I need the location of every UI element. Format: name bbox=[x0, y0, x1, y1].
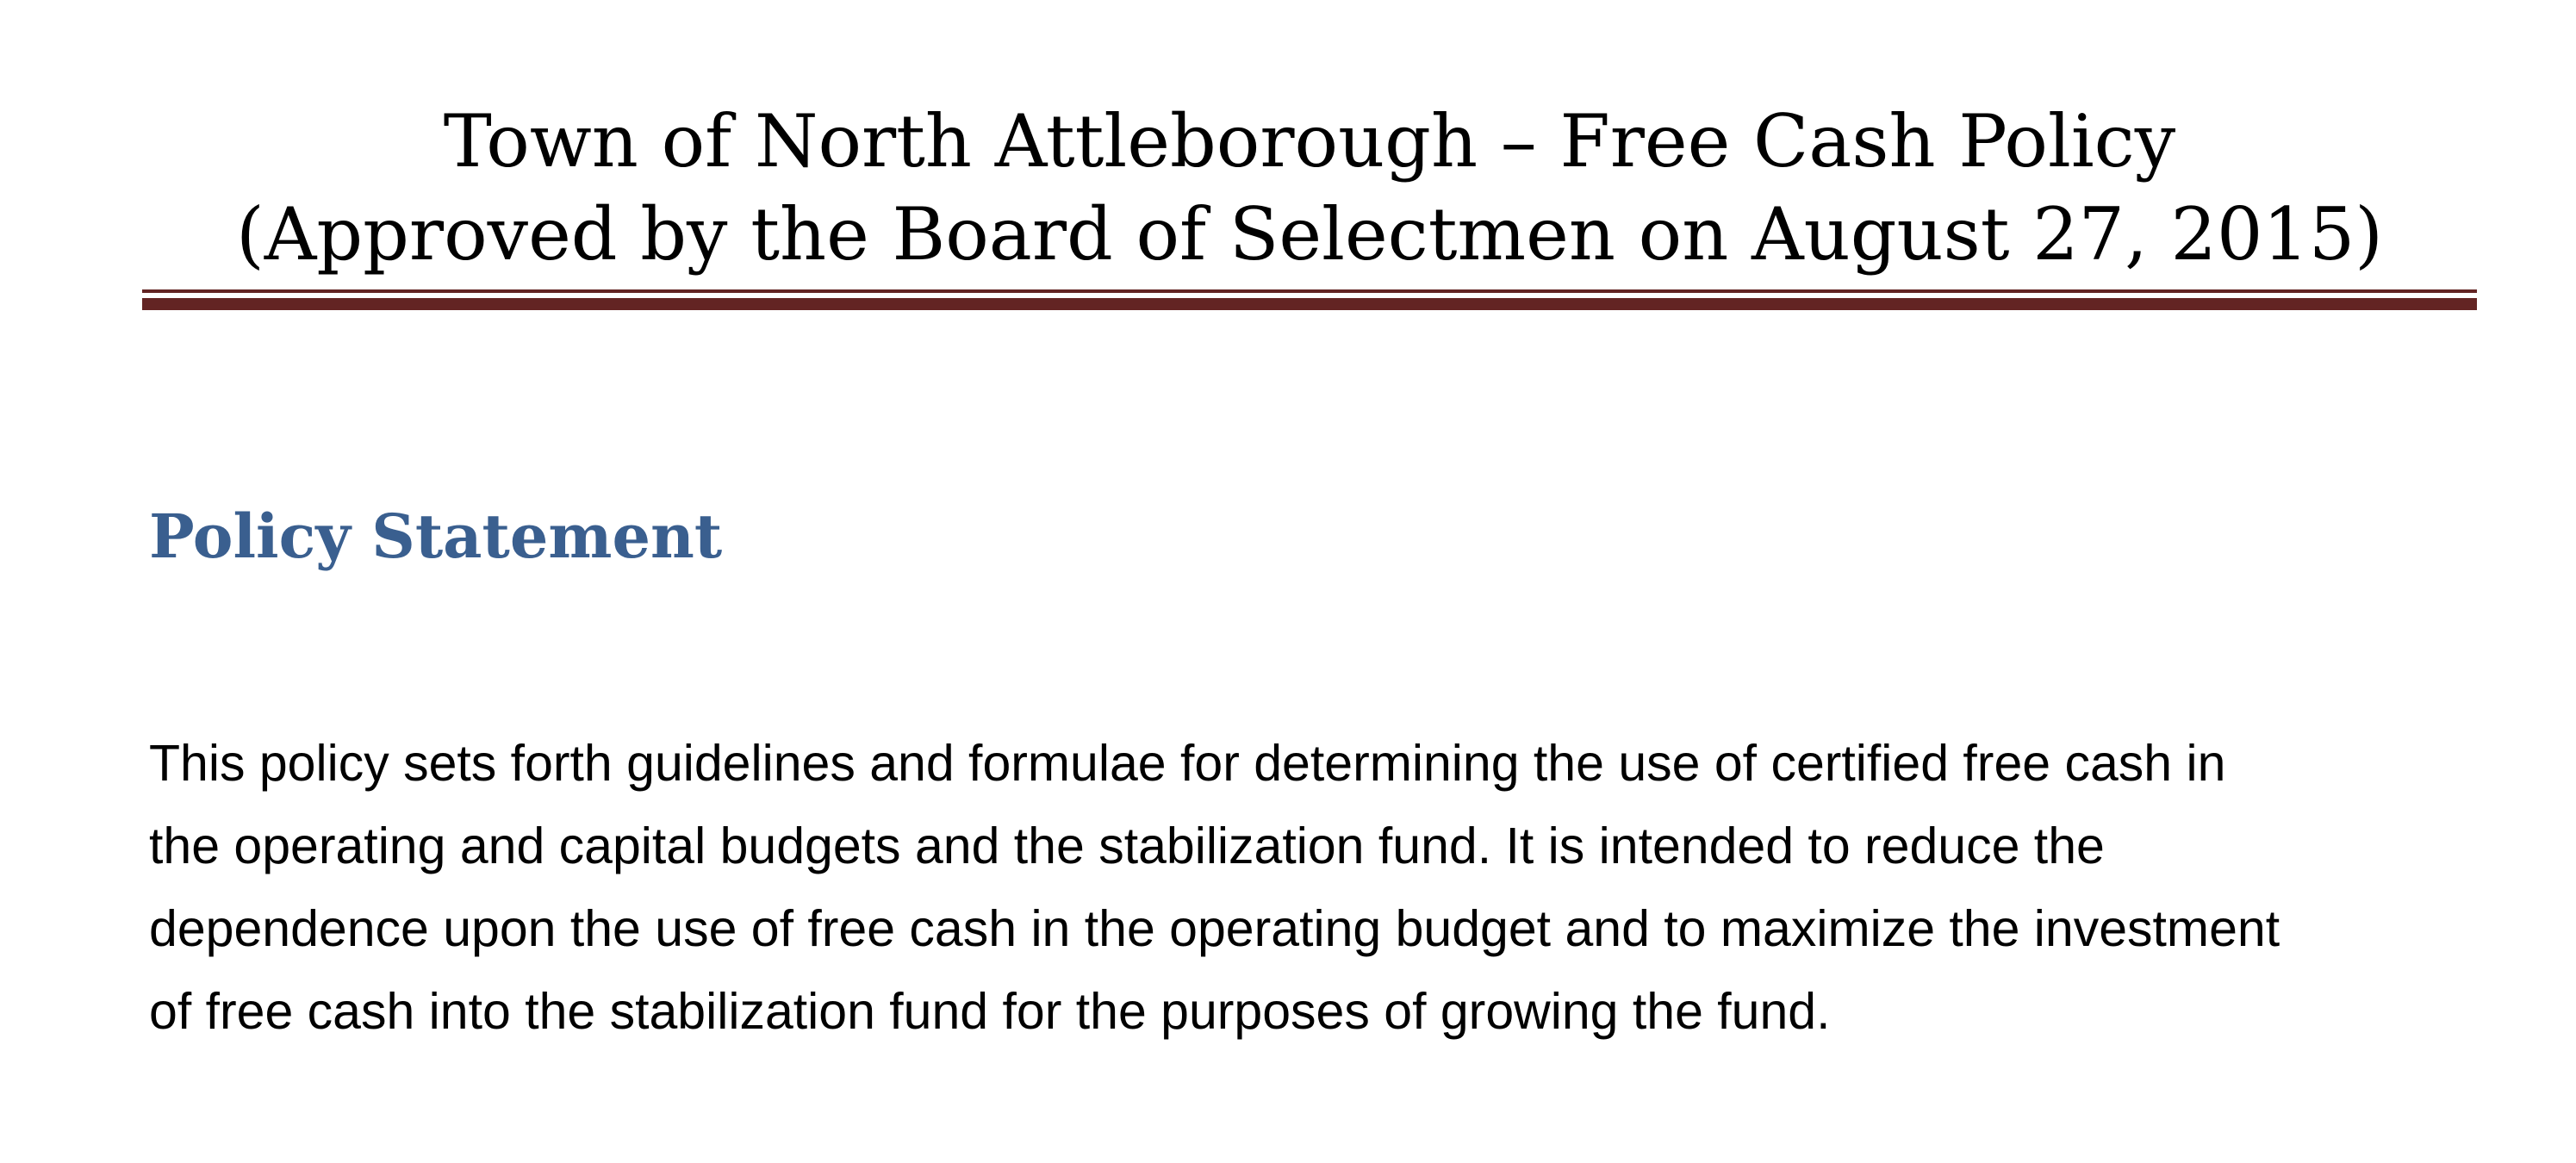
title-line-2: (Approved by the Board of Selectmen on August 27, 2015) bbox=[235, 192, 2384, 277]
paragraph-line-4: of free cash into the stabilization fund for the purposes of growing the fund. bbox=[149, 983, 1831, 1040]
paragraph-line-1: This policy sets forth guidelines and formulae for determining the use of certified free cash in bbox=[149, 735, 2226, 792]
title-line-1: Town of North Attleborough – Free Cash Policy bbox=[443, 99, 2176, 183]
section-heading: Policy Statement bbox=[149, 501, 723, 572]
paragraph-line-3: dependence upon the use of free cash in the operating budget and to maximize the investment bbox=[149, 900, 2280, 957]
title-divider-thin bbox=[142, 289, 2477, 293]
document-title bbox=[142, 95, 2477, 281]
title-divider-thick bbox=[142, 298, 2477, 310]
policy-paragraph bbox=[149, 722, 2492, 1053]
paragraph-line-2: the operating and capital budgets and the stabilization fund. It is intended to reduce the bbox=[149, 818, 2105, 874]
